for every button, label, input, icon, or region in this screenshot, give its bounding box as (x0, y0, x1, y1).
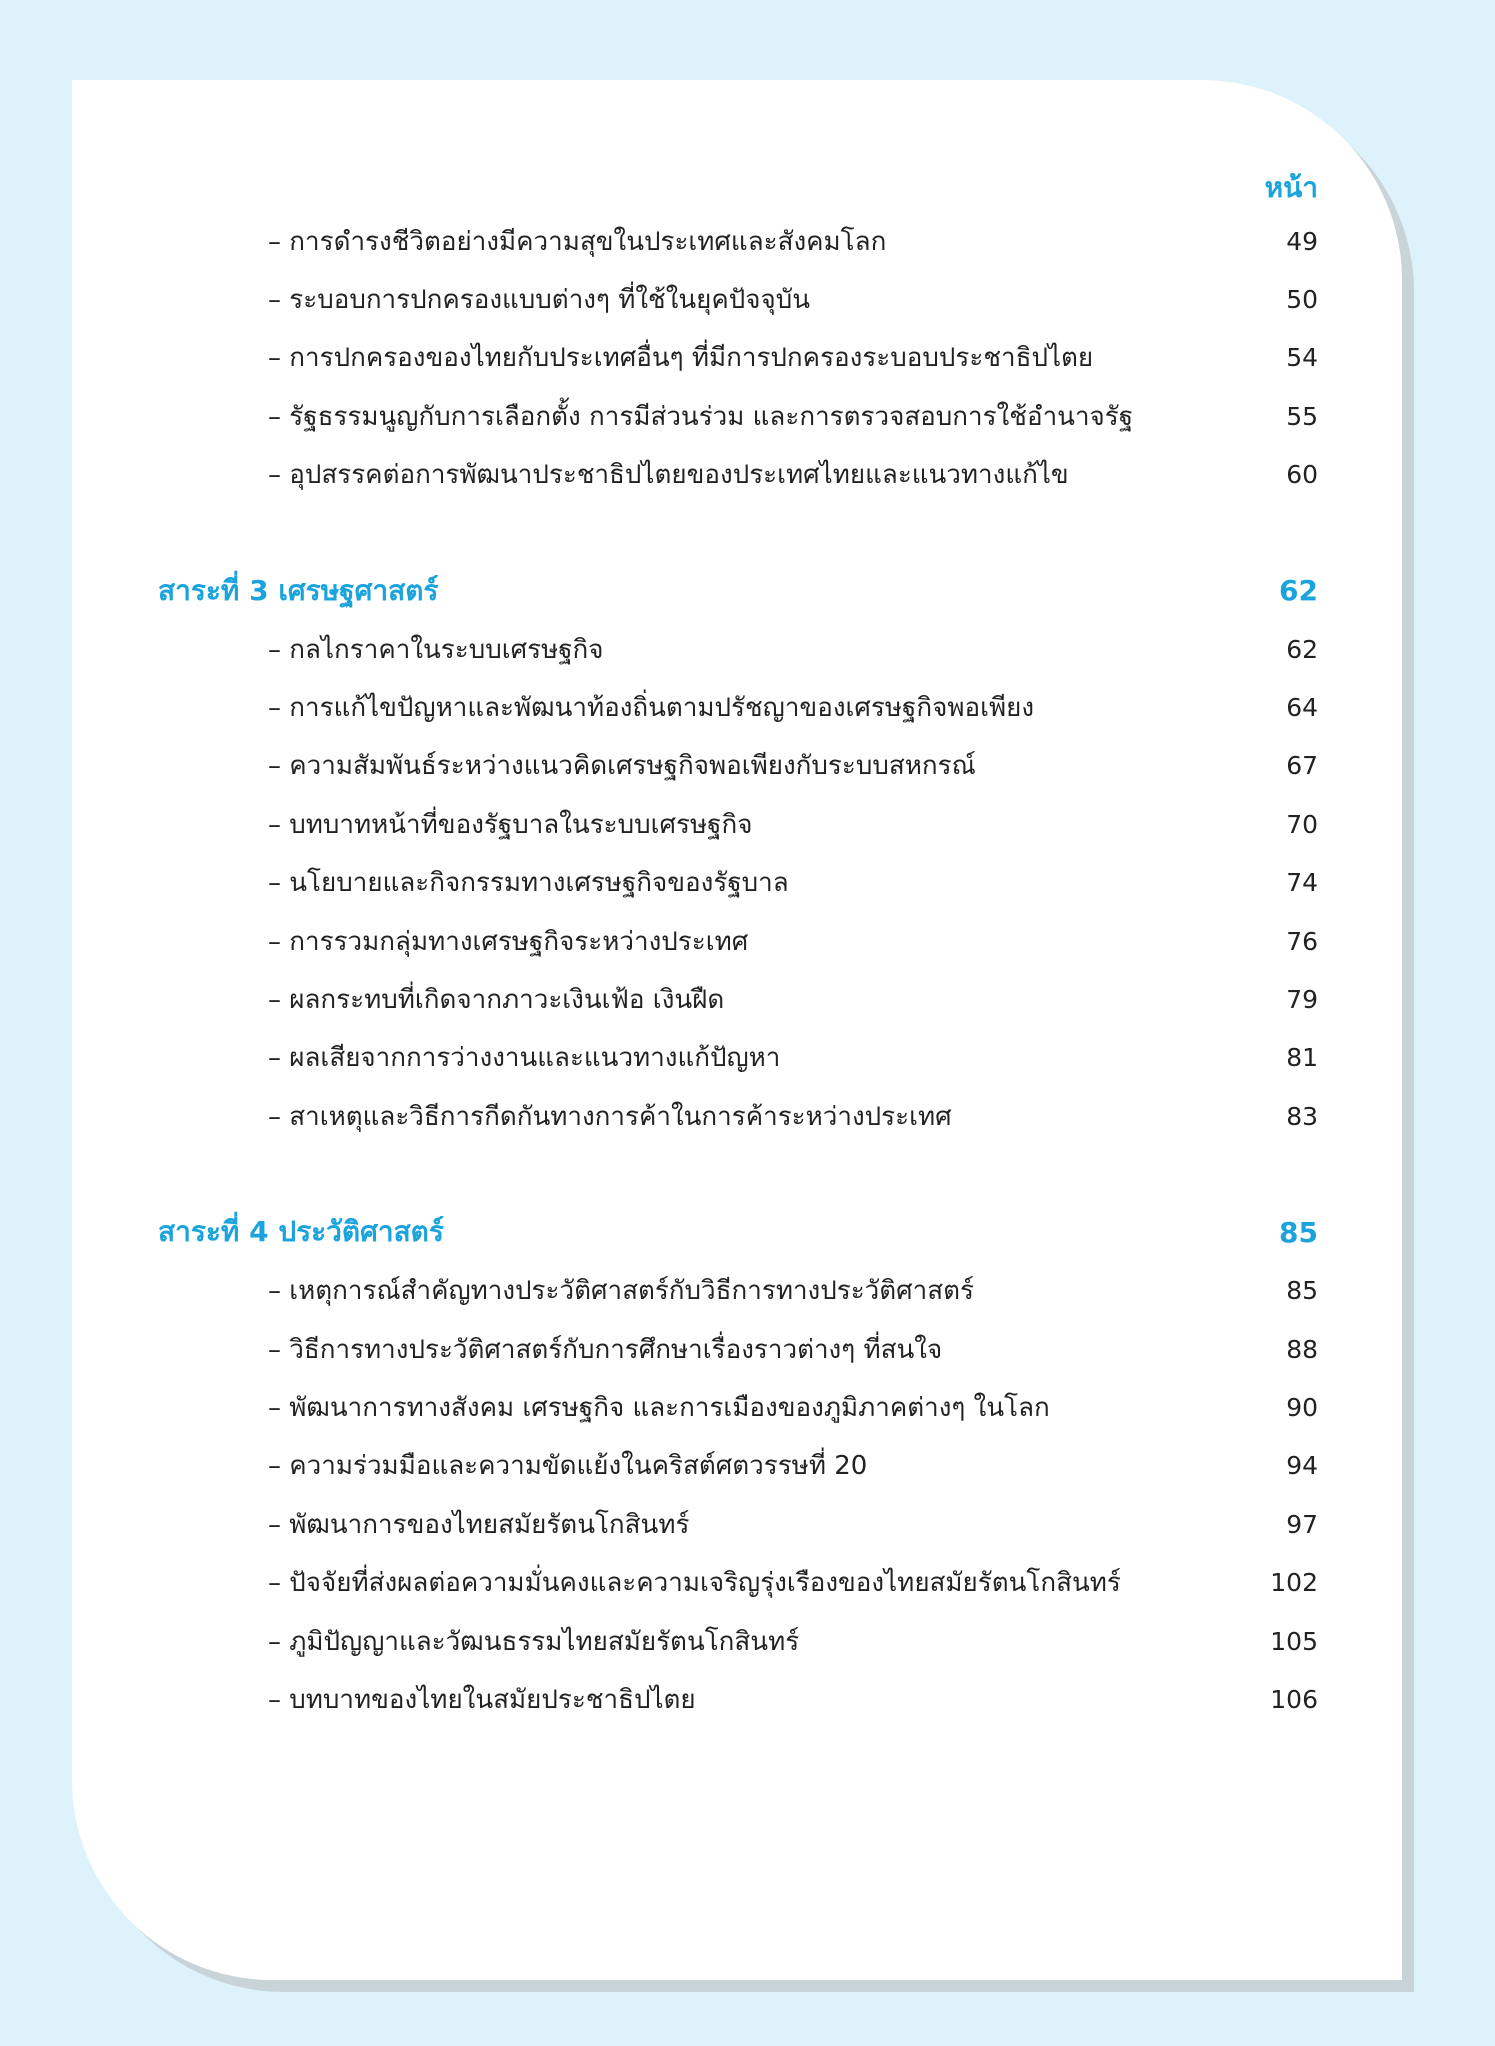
section-heading-page: 62 (1279, 574, 1318, 608)
toc-entry-title: – นโยบายและกิจกรรมทางเศรษฐกิจของรัฐบาล (268, 868, 789, 899)
toc-entry-page: 70 (1286, 809, 1318, 839)
toc-entry (72, 912, 1402, 970)
toc-entry (72, 329, 1402, 387)
toc-entry-title: – พัฒนาการของไทยสมัยรัตนโกสินทร์ (268, 1509, 690, 1540)
toc-entry-title: – ความสัมพันธ์ระหว่างแนวคิดเศรษฐกิจพอเพียงกับระบบสหกรณ์ (268, 751, 976, 782)
toc-entry-page: 55 (1286, 401, 1318, 431)
toc-entry-page: 106 (1270, 1684, 1318, 1714)
toc-entry-page: 88 (1286, 1334, 1318, 1364)
section-heading-title: สาระที่ 4 ประวัติศาสตร์ (158, 1215, 444, 1249)
toc-entry (72, 387, 1402, 445)
section-heading-page: 85 (1279, 1215, 1318, 1249)
toc-entry-page: 79 (1286, 984, 1318, 1014)
toc-entry-page: 60 (1286, 460, 1318, 490)
toc-entry-page: 102 (1270, 1568, 1318, 1598)
toc-entry (72, 854, 1402, 912)
toc-entry (72, 1320, 1402, 1378)
toc-entry-page: 54 (1286, 343, 1318, 373)
toc-entry-page: 85 (1286, 1276, 1318, 1306)
toc-entry-title: – อุปสรรคต่อการพัฒนาประชาธิปไตยของประเทศไทยและแนวทางแก้ไข (268, 460, 1069, 491)
toc-entry-page: 94 (1286, 1451, 1318, 1481)
toc-entry (72, 970, 1402, 1028)
section-heading (72, 562, 1402, 620)
toc-entry (72, 737, 1402, 795)
toc-entry-title: – ความร่วมมือและความขัดแย้งในคริสต์ศตวรรษที่ 20 (268, 1451, 868, 1482)
toc-entry (72, 1495, 1402, 1553)
page-card (72, 80, 1402, 1980)
toc-entry-title: – ระบอบการปกครองแบบต่างๆ ที่ใช้ในยุคปัจจุบัน (268, 285, 811, 316)
section-heading (72, 1203, 1402, 1261)
toc-entry-title: – การแก้ไขปัญหาและพัฒนาท้องถิ่นตามปรัชญาของเศรษฐกิจพอเพียง (268, 693, 1035, 724)
toc-entry-page: 74 (1286, 868, 1318, 898)
toc-entry-title: – พัฒนาการทางสังคม เศรษฐกิจ และการเมืองของภูมิภาคต่างๆ ในโลก (268, 1392, 1050, 1423)
toc-entry-title: – การดำรงชีวิตอย่างมีความสุขในประเทศและสังคมโลก (268, 226, 887, 257)
toc-entry (72, 1029, 1402, 1087)
toc-entry-title: – ภูมิปัญญาและวัฒนธรรมไทยสมัยรัตนโกสินทร์ (268, 1626, 800, 1657)
toc-entry-title: – บทบาทหน้าที่ของรัฐบาลในระบบเศรษฐกิจ (268, 809, 753, 840)
table-of-contents (72, 212, 1402, 1787)
toc-entry-page: 81 (1286, 1043, 1318, 1073)
toc-entry-title: – เหตุการณ์สำคัญทางประวัติศาสตร์กับวิธีการทางประวัติศาสตร์ (268, 1276, 974, 1307)
toc-entry-page: 97 (1286, 1509, 1318, 1539)
toc-entry (72, 1087, 1402, 1145)
toc-entry-title: – วิธีการทางประวัติศาสตร์กับการศึกษาเรื่องราวต่างๆ ที่สนใจ (268, 1334, 943, 1365)
toc-entry (72, 212, 1402, 270)
toc-entry (72, 1670, 1402, 1728)
toc-entry (72, 795, 1402, 853)
toc-entry-title: – ผลกระทบที่เกิดจากภาวะเงินเฟ้อ เงินฝืด (268, 984, 725, 1015)
page-column-label: หน้า (1264, 171, 1318, 204)
toc-entry-title: – ปัจจัยที่ส่งผลต่อความมั่นคงและความเจริญรุ่งเรืองของไทยสมัยรัตนโกสินทร์ (268, 1568, 1121, 1599)
toc-entry-title: – การปกครองของไทยกับประเทศอื่นๆ ที่มีการปกครองระบอบประชาธิปไตย (268, 343, 1094, 374)
toc-entry (72, 620, 1402, 678)
toc-entry-title: – ผลเสียจากการว่างงานและแนวทางแก้ปัญหา (268, 1043, 781, 1074)
toc-entry-title: – การรวมกลุ่มทางเศรษฐกิจระหว่างประเทศ (268, 926, 749, 957)
toc-entry-title: – สาเหตุและวิธีการกีดกันทางการค้าในการค้าระหว่างประเทศ (268, 1101, 952, 1132)
toc-entry-title: – บทบาทของไทยในสมัยประชาธิปไตย (268, 1684, 696, 1715)
toc-entry-page: 83 (1286, 1101, 1318, 1131)
toc-entry-page: 76 (1286, 926, 1318, 956)
toc-entry-page: 49 (1286, 226, 1318, 256)
toc-entry-page: 105 (1270, 1626, 1318, 1656)
toc-section (72, 212, 1402, 504)
toc-entry (72, 270, 1402, 328)
toc-entry-page: 67 (1286, 751, 1318, 781)
toc-entry (72, 1437, 1402, 1495)
toc-entry (72, 1378, 1402, 1436)
toc-entry (72, 678, 1402, 736)
toc-entry (72, 446, 1402, 504)
toc-entry (72, 1553, 1402, 1611)
toc-entry-page: 64 (1286, 693, 1318, 723)
toc-entry (72, 1261, 1402, 1319)
section-heading-title: สาระที่ 3 เศรษฐศาสตร์ (158, 573, 439, 607)
toc-section (72, 1203, 1402, 1728)
toc-section (72, 562, 1402, 1146)
toc-entry-page: 50 (1286, 285, 1318, 315)
toc-entry-title: – รัฐธรรมนูญกับการเลือกตั้ง การมีส่วนร่วม และการตรวจสอบการใช้อำนาจรัฐ (268, 401, 1134, 432)
toc-entry-title: – กลไกราคาในระบบเศรษฐกิจ (268, 634, 604, 665)
toc-entry-page: 62 (1286, 634, 1318, 664)
toc-entry (72, 1612, 1402, 1670)
toc-entry-page: 90 (1286, 1392, 1318, 1422)
